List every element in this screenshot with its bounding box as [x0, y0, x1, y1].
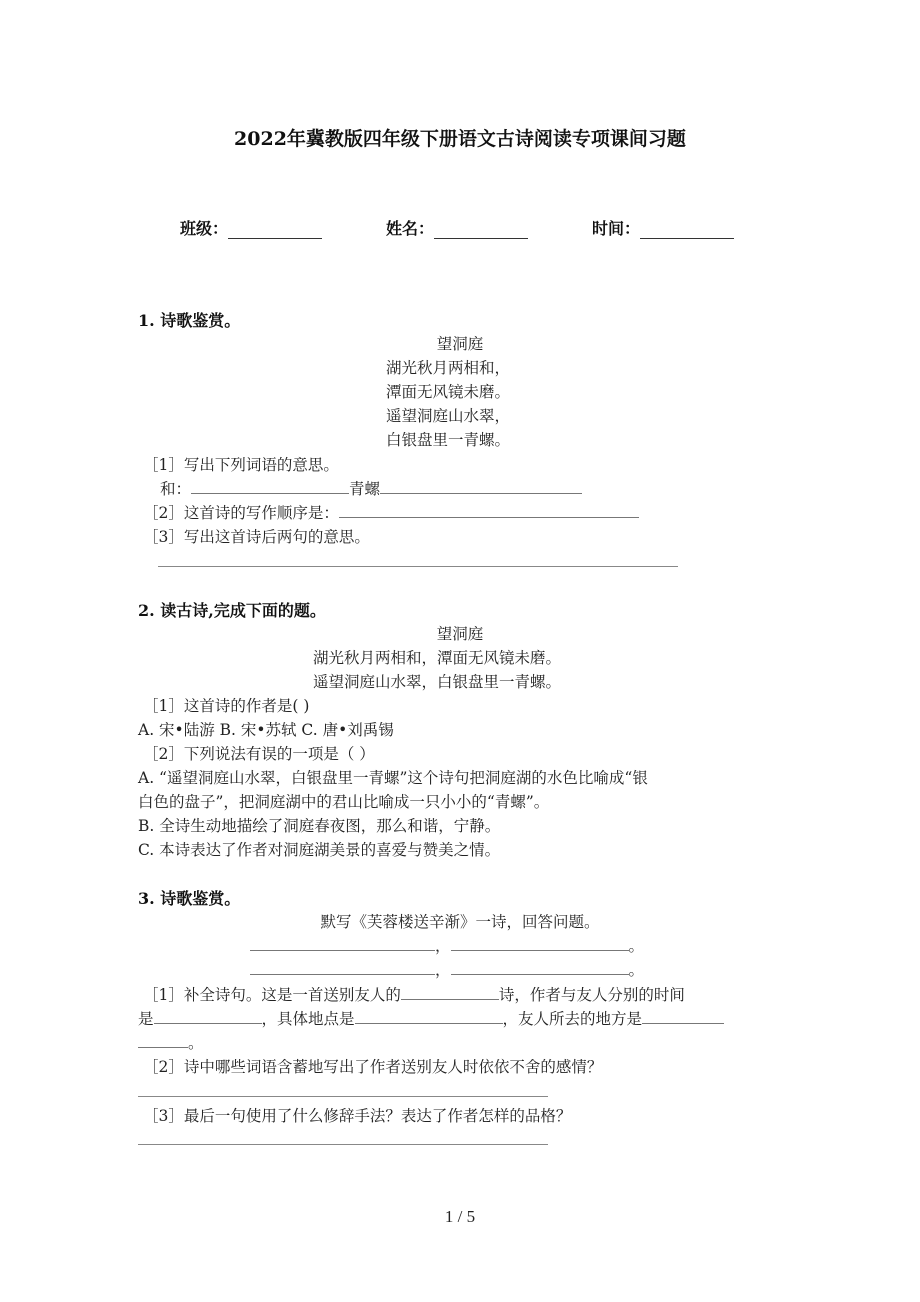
q3-heading: 3. 诗歌鉴赏。	[138, 889, 241, 908]
q1-poem-line: 白银盘里一青螺。	[386, 431, 511, 449]
class-blank[interactable]	[228, 237, 322, 239]
q1-sub3: ［3］写出这首诗后两句的意思。	[143, 528, 370, 546]
q3-sub2: ［2］诗中哪些词语含蓄地写出了作者送别友人时依依不舍的感情？	[143, 1058, 603, 1076]
recite-blank[interactable]	[451, 960, 629, 975]
page-title: 2022年冀教版四年级下册语文古诗阅读专项课间习题	[234, 128, 686, 150]
q2-sub1: ［1］这首诗的作者是( )	[143, 697, 310, 715]
q3-sub1-text: ，友人所去的地方是	[502, 1010, 643, 1028]
q2-sub1-options: A. 宋•陆游 B. 宋•苏轼 C. 唐•刘禹锡	[138, 721, 394, 739]
name-label: 姓名：	[386, 219, 435, 238]
class-field	[180, 216, 322, 239]
recite-blank[interactable]	[250, 960, 435, 975]
q1-heading: 1. 诗歌鉴赏。	[138, 311, 241, 330]
name-field	[386, 216, 528, 239]
q3-sub2-answer-line[interactable]	[138, 1096, 548, 1097]
q3-intro: 默写《芙蓉楼送辛渐》一诗，回答问题。	[320, 913, 600, 931]
q2-option-a-line1: A. “遥望洞庭山水翠，白银盘里一青螺”这个诗句把洞庭湖的水色比喻成“银	[138, 769, 648, 787]
recite-blank[interactable]	[451, 936, 629, 951]
q3-sub1-line1	[143, 983, 685, 1005]
period: 。	[628, 937, 645, 955]
word-he-label: 和：	[160, 480, 192, 498]
comma: ，	[435, 937, 451, 955]
q2-poem-title: 望洞庭	[436, 625, 484, 643]
q2-heading: 2. 读古诗,完成下面的题。	[138, 601, 326, 620]
q2-poem-line: 湖光秋月两相和，潭面无风镜未磨。	[313, 649, 562, 667]
q1-poem-line: 遥望洞庭山水翠，	[386, 407, 511, 425]
place-answer-blank[interactable]	[355, 1009, 503, 1024]
q3-sub1-text: ，具体地点是	[261, 1010, 355, 1028]
q1-sub1: ［1］写出下列词语的意思。	[143, 456, 339, 474]
poem-type-blank[interactable]	[401, 985, 499, 1000]
q1-poem-line: 潭面无风镜未磨。	[386, 383, 511, 401]
time-field	[592, 216, 734, 239]
q3-sub3-answer-line[interactable]	[138, 1144, 548, 1145]
destination-blank[interactable]	[642, 1009, 724, 1024]
q3-recite-line	[250, 958, 644, 980]
q3-sub1-text: 是	[138, 1010, 154, 1028]
page-number: 1 / 5	[444, 1207, 476, 1226]
q3-sub1-line3	[138, 1031, 204, 1053]
q1-sub1-words	[160, 477, 582, 499]
q2-sub2: ［2］下列说法有误的一项是（ ）	[143, 745, 375, 763]
q1-sub2-text: ［2］这首诗的写作顺序是：	[143, 504, 339, 522]
q3-sub1-text: ［1］补全诗句。这是一首送别友人的	[143, 986, 401, 1004]
q1-sub2	[143, 501, 639, 523]
q3-sub1-line2	[138, 1007, 724, 1029]
q3-recite-line	[250, 934, 644, 956]
time-label: 时间：	[592, 219, 641, 238]
period: 。	[628, 961, 645, 979]
q1-sub3-answer-line[interactable]	[158, 566, 678, 567]
period: 。	[188, 1034, 204, 1052]
q2-option-c: C. 本诗表达了作者对洞庭湖美景的喜爱与赞美之情。	[138, 841, 501, 859]
recite-blank[interactable]	[250, 936, 435, 951]
word-qingluo-blank[interactable]	[380, 479, 582, 494]
time-blank[interactable]	[640, 237, 734, 239]
comma: ，	[435, 961, 451, 979]
q2-option-a-line2: 白色的盘子”，把洞庭湖中的君山比喻成一只小小的“青螺”。	[138, 793, 550, 811]
word-he-blank[interactable]	[191, 479, 349, 494]
q3-sub3: ［3］最后一句使用了什么修辞手法？表达了作者怎样的品格？	[143, 1107, 572, 1125]
q1-poem-line: 湖光秋月两相和，	[386, 359, 511, 377]
destination-blank-cont[interactable]	[138, 1033, 188, 1048]
time-answer-blank[interactable]	[154, 1009, 262, 1024]
q2-option-b: B. 全诗生动地描绘了洞庭春夜图，那么和谐，宁静。	[138, 817, 501, 835]
word-qingluo-label: 青螺	[349, 480, 381, 498]
class-label: 班级：	[180, 219, 229, 238]
q1-sub2-blank[interactable]	[339, 503, 639, 518]
q2-poem-line: 遥望洞庭山水翠，白银盘里一青螺。	[313, 673, 562, 691]
name-blank[interactable]	[434, 237, 528, 239]
q1-poem-title: 望洞庭	[436, 335, 484, 353]
q3-sub1-text: 诗，作者与友人分别的时间	[498, 986, 685, 1004]
